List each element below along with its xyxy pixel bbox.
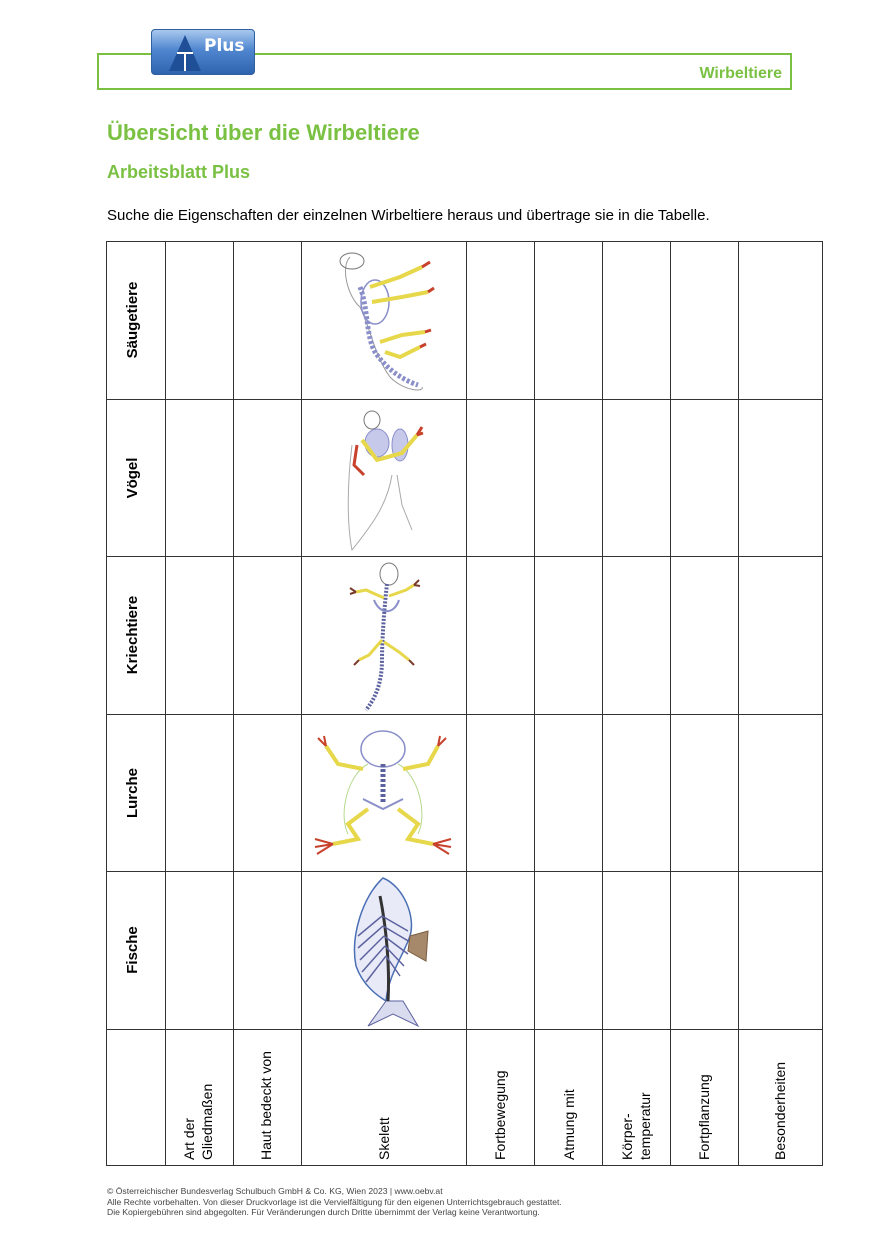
triangle-logo-icon	[168, 33, 202, 73]
bird-skeleton-image	[342, 405, 432, 555]
column-label-gliedmassen	[180, 1084, 216, 1160]
column-divider	[738, 241, 739, 1166]
row-label-lurche: Lurche	[124, 768, 141, 819]
column-divider	[466, 241, 467, 1166]
row-label-fische: Fische	[124, 926, 141, 974]
column-divider	[301, 241, 302, 1166]
column-divider	[165, 241, 166, 1166]
frog-skeleton-image	[308, 724, 458, 864]
section-title: Wirbeltiere	[699, 65, 782, 82]
column-label-koerpertemperatur	[618, 1092, 654, 1160]
column-divider	[670, 241, 671, 1166]
row-divider	[106, 714, 823, 715]
column-divider	[602, 241, 603, 1166]
row-label-voegel: Vögel	[124, 457, 141, 499]
row-divider	[106, 871, 823, 872]
instruction-text: Suche die Eigenschaften der einzelnen Wirbeltiere heraus und übertrage sie in die Tabelle.	[107, 207, 710, 224]
row-label-saeugetiere: Säugetiere	[124, 281, 141, 359]
column-label-atmung: Atmung mit	[561, 1089, 577, 1160]
footer-disclaimer: Die Kopiergebühren sind abgegolten. Für Veränderungen durch Dritte übernimmt der Verlag keine Verantwortung.	[107, 1207, 540, 1217]
column-label-besonderheiten: Besonderheiten	[772, 1061, 788, 1160]
worksheet-table	[106, 241, 823, 1166]
plus-logo	[151, 29, 255, 75]
row-label-kriechtiere: Kriechtiere	[124, 595, 141, 675]
column-divider	[233, 241, 234, 1166]
column-label-fortbewegung: Fortbewegung	[492, 1070, 508, 1160]
column-label-temp-line2: temperatur	[637, 1092, 653, 1160]
column-label-temp-line1: Körper-	[619, 1113, 635, 1160]
column-label-haut: Haut bedeckt von	[258, 1051, 274, 1160]
footer	[107, 1186, 562, 1218]
footer-copyright: © Österreichischer Bundesverlag Schulbuch GmbH & Co. KG, Wien 2023 | www.oebv.at	[107, 1186, 443, 1196]
column-label-fortpflanzung: Fortpflanzung	[696, 1074, 712, 1160]
fish-skeleton-image	[348, 876, 438, 1028]
column-label-skelett: Skelett	[376, 1117, 392, 1160]
column-label-gliedmassen-line1: Art der	[181, 1117, 197, 1160]
page-title: Übersicht über die Wirbeltiere	[107, 120, 420, 145]
mammal-skeleton-image	[330, 247, 440, 397]
reptile-skeleton-image	[344, 560, 424, 712]
column-divider	[534, 241, 535, 1166]
page-subtitle: Arbeitsblatt Plus	[107, 162, 251, 182]
logo-text: Plus	[204, 36, 245, 56]
row-divider	[106, 399, 823, 400]
column-label-gliedmassen-line2: Gliedmaßen	[199, 1083, 215, 1160]
row-divider	[106, 556, 823, 557]
row-divider	[106, 1029, 823, 1030]
footer-rights: Alle Rechte vorbehalten. Von dieser Druckvorlage ist die Vervielfältigung für den eigenen Unterrichtsgebrauch gestattet.	[107, 1196, 562, 1207]
